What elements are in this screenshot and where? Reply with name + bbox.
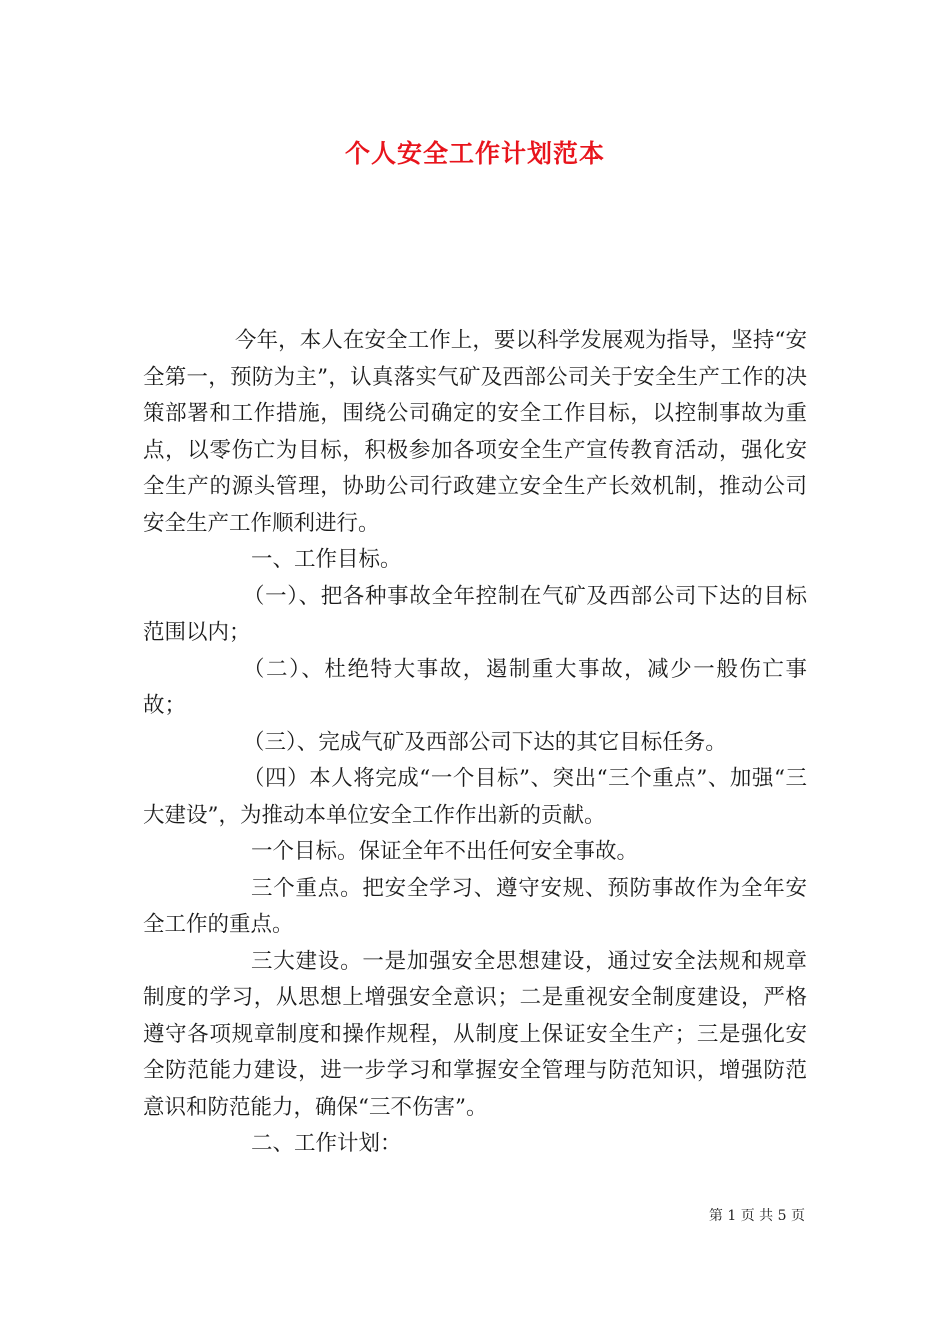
section-heading-goals: 一、工作目标。 [251,547,402,572]
one-goal-paragraph: 一个目标。保证全年不出任何安全事故。 [251,839,639,864]
three-focus-paragraph: 三个重点。把安全学习、遵守安规、预防事故作为全年安全工作的重点。 [143,875,807,937]
goal-item-3: （三）、完成气矿及西部公司下达的其它目标任务。 [243,729,727,755]
goal-item-4: （四）本人将完成“一个目标”、突出“三个重点”、加强“三大建设”，为推动本单位安全工作作出新的贡献。 [143,766,807,828]
three-construction-paragraph: 三大建设。一是加强安全思想建设，通过安全法规和规章制度的学习，从思想上增强安全意识；二是重视安全制度建设，严格遵守各项规章制度和操作规程，从制度上保证安全生产；三是强化安全防范能力建设，进一步学习和掌握安全管理与防范知识，增强防范意识和防范能力，确保“三不伤害”。 [143,948,807,1120]
goal-item-1: （一）、把各种事故全年控制在气矿及西部公司下达的目标范围以内； [143,583,807,645]
intro-paragraph: 今年，本人在安全工作上，要以科学发展观为指导，坚持“安全第一，预防为主”，认真落实气矿及西部公司关于安全生产工作的决策部署和工作措施，围绕公司确定的安全工作目标，以控制事故为重点，以零伤亡为目标，积极参加各项安全生产宣传教育活动，强化安全生产的源头管理，协助公司行政建立安全生产长效机制，推动公司安全生产工作顺利进行。 [143,328,807,536]
section-heading-plan: 二、工作计划： [251,1131,402,1156]
document-body [143,323,807,1163]
page-number-footer: 第 1 页 共 5 页 [708,1208,805,1224]
goal-item-2: （二）、杜绝特大事故，遏制重大事故，减少一般伤亡事故； [143,656,807,718]
document-title: 个人安全工作计划范本 [344,139,605,168]
